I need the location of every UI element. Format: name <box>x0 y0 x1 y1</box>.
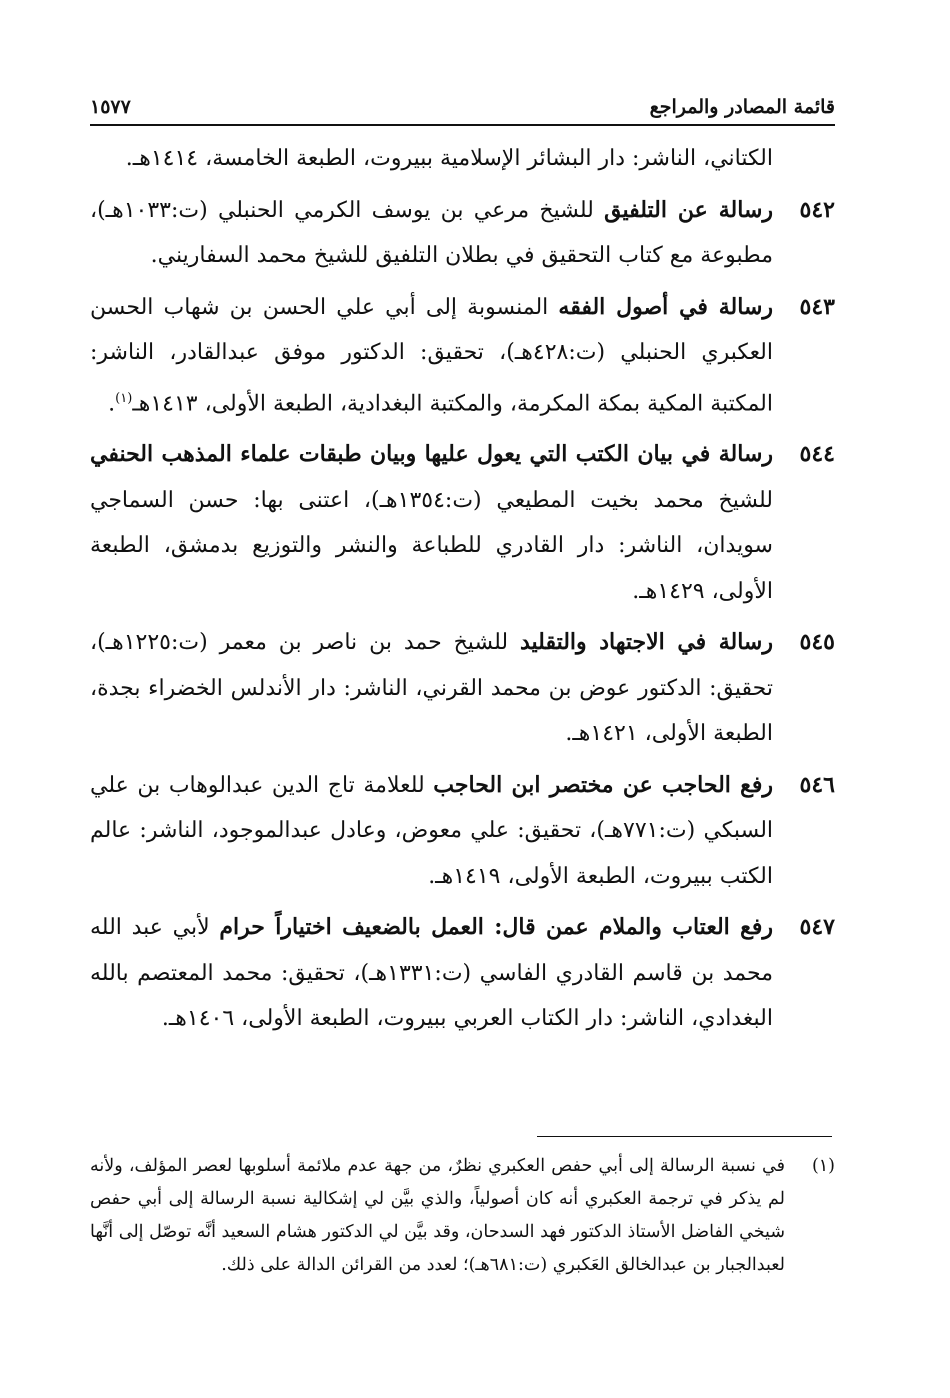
entry-body: للشيخ محمد بخيت المطيعي (ت:١٣٥٤هـ)، اعتنى بها: حسن السماجي سويدان، الناشر: دار القادري للطباعة والنشر والتوزيع بدمشق، الطبعة الأولى، ١٤٢٩هـ. <box>90 487 773 604</box>
entry-title: رسالة في بيان الكتب التي يعول عليها وبيان طبقات علماء المذهب الحنفي <box>90 441 773 468</box>
entry-text <box>90 188 773 279</box>
header-title: قائمة المصادر والمراجع <box>649 96 835 118</box>
footnote-ref[interactable]: (١) <box>115 390 133 406</box>
entry-number: ٥٤٢ <box>799 196 835 223</box>
reference-entry <box>90 905 835 1042</box>
entry-title: رسالة عن التلفيق <box>604 196 773 223</box>
entry-text <box>90 620 773 757</box>
footnote-text: في نسبة الرسالة إلى أبي حفص العكبري نظرٌ، من جهة عدم ملائمة أسلوبها لعصر المؤلف، ولأنه لم يذكر في ترجمة العكبري أنه كان أصولياً، والذي بيَّن لي إشكالية نسبة الرسالة إلى أبي حفص شيخي الفاضل الأستاذ الدكتور فهد السدحان، وقد بيَّن لي الدكتور هشام السعيد أنَّه توصّل إلى أنَّها لعبدالجبار بن عبدالخالق العَكبري (ت:٦٨١هـ)؛ لعدد من القرائن الدالة على ذلك. <box>90 1156 785 1275</box>
reference-entry <box>90 285 835 427</box>
entry-number: ٥٤٤ <box>799 441 835 468</box>
reference-entry <box>90 763 835 900</box>
entry-number: ٥٤٦ <box>799 771 835 798</box>
entry-title: رسالة في أصول الفقه <box>558 293 773 320</box>
entry-text <box>90 763 773 900</box>
entry-title: رفع العتاب والملام عمن قال: العمل بالضعيف اختياراً حرام <box>219 914 773 941</box>
entry-title: رفع الحاجب عن مختصر ابن الحاجب <box>433 771 774 798</box>
footnote-separator <box>537 1136 832 1137</box>
entry-title: رسالة في الاجتهاد والتقليد <box>519 629 773 656</box>
reference-entry <box>90 432 835 614</box>
continued-entry: الكتاني، الناشر: دار البشائر الإسلامية ببيروت، الطبعة الخامسة، ١٤١٤هـ. <box>125 146 773 171</box>
page <box>90 96 835 1042</box>
entry-text <box>90 432 773 614</box>
entry-body: للشيخ حمد بن ناصر بن معمر (ت:١٢٢٥هـ)، تحقيق: الدكتور عوض بن محمد القرني، الناشر: دار الأندلس الخضراء بجدة، الطبعة الأولى، ١٤٢١هـ. <box>90 630 773 747</box>
page-number: ١٥٧٧ <box>90 96 131 118</box>
entry-body: المنسوبة إلى أبي علي الحسن بن شهاب الحسن العكبري الحنبلي (ت:٤٢٨هـ)، تحقيق: الدكتور موفق عبدالقادر، الناشر: المكتبة المكية بمكة المكرمة، والمكتبة البغدادية، الطبعة الأولى، ١٤١٣هـ <box>90 294 773 416</box>
entry-number: ٥٤٥ <box>799 629 835 656</box>
footnote-number: (١) <box>811 1156 835 1176</box>
reference-entry <box>90 620 835 757</box>
reference-entry <box>90 188 835 279</box>
entry-number: ٥٤٧ <box>799 914 835 941</box>
running-header <box>90 96 835 126</box>
entry-number: ٥٤٣ <box>799 293 835 320</box>
entry-text <box>90 905 773 1042</box>
entry-body: للعلامة تاج الدين عبدالوهاب بن علي السبكي (ت:٧٧١هـ)، تحقيق: علي معوض، وعادل عبدالموجود، الناشر: عالم الكتب ببيروت، الطبعة الأولى، ١٤١٩هـ. <box>90 772 774 889</box>
footnote <box>90 1150 835 1282</box>
references-list <box>90 136 835 1042</box>
entry-body: للشيخ مرعي بن يوسف الكرمي الحنبلي (ت:١٠٣٣هـ)، مطبوعة مع كتاب التحقيق في بطلان التلفيق للشيخ محمد السفاريني. <box>90 197 773 268</box>
entry-text: رسالة في أصول الفقه المنسوبة إلى أبي علي الحسن بن شهاب الحسن العكبري الحنبلي (ت:٤٢٨هـ)، تحقيق: الدكتور موفق عبدالقادر، الناشر: المكتبة المكية بمكة المكرمة، والمكتبة البغدادية، الطبعة الأولى، ١٤١٣هـ$^{(١)}$. <box>90 293 773 416</box>
entry-body: لأبي عبد الله محمد بن قاسم القادري الفاسي (ت:١٣٣١هـ)، تحقيق: محمد المعتصم بالله البغدادي، الناشر: دار الكتاب العربي ببيروت، الطبعة الأولى، ١٤٠٦هـ. <box>90 915 774 1032</box>
